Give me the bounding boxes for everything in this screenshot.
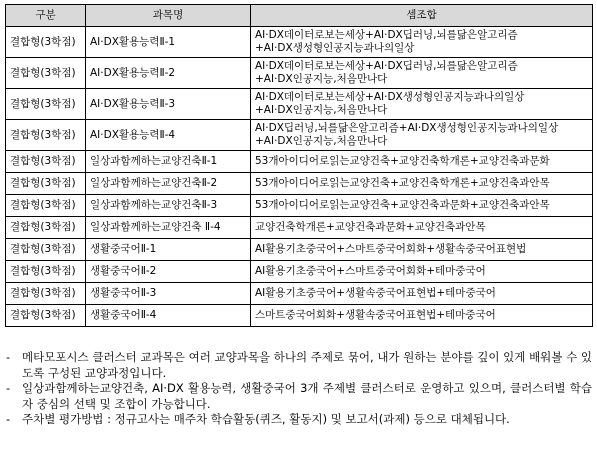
cell-type: 결합형(3학점) bbox=[6, 195, 86, 217]
cell-combo: AI·DX딥러닝,뇌를닮은알고리즘+AI·DX생성형인공지능과나의일상+AI·DX인공지능,처음만나다 bbox=[251, 120, 593, 151]
cell-combo: 53개아이디어로읽는교양건축+교양건축학개론+교양건축과문화 bbox=[251, 151, 593, 173]
cell-combo: 교양건축학개론+교양건축과문화+교양건축과안목 bbox=[251, 217, 593, 239]
table-row bbox=[6, 195, 593, 217]
table-row bbox=[6, 173, 593, 195]
cell-course: AI·DX활용능력Ⅱ-4 bbox=[86, 120, 251, 151]
note-text: 주차별 평가방법 : 정규고사는 매주차 학습활동(퀴즈, 활동지) 및 보고서(과제) 등으로 대체됩니다. bbox=[22, 412, 510, 426]
table-row bbox=[6, 305, 593, 327]
cell-type: 결합형(3학점) bbox=[6, 120, 86, 151]
cell-combo: AI활용기초중국어+스마트중국어회화+생활속중국어표현법 bbox=[251, 239, 593, 261]
cell-course: 일상과함께하는교양건축Ⅱ-3 bbox=[86, 195, 251, 217]
cell-combo: 스마트중국어회화+생활속중국어표현법+테마중국어 bbox=[251, 305, 593, 327]
table-row bbox=[6, 27, 593, 58]
cell-type: 결합형(3학점) bbox=[6, 58, 86, 89]
cell-course: 일상과함께하는교양건축Ⅱ-2 bbox=[86, 173, 251, 195]
note-item bbox=[4, 381, 592, 412]
table-header-row bbox=[6, 5, 593, 27]
cell-combo: 53개아이디어로읽는교양건축+교양건축과문화+교양건축과안목 bbox=[251, 195, 593, 217]
cell-combo: 53개아이디어로읽는교양건축+교양건축학개론+교양건축과안목 bbox=[251, 173, 593, 195]
cell-combo: AI활용기초중국어+생활속중국어표현법+테마중국어 bbox=[251, 283, 593, 305]
table-row bbox=[6, 151, 593, 173]
table-row bbox=[6, 89, 593, 120]
note-text: 일상과함께하는교양건축, AI·DX 활용능력, 생활중국어 3개 주제별 클러스터로 운영하고 있으며, 클러스터별 학습자 중심의 선택 및 조합이 가능합니다. bbox=[22, 381, 592, 411]
cell-type: 결합형(3학점) bbox=[6, 239, 86, 261]
table-row bbox=[6, 283, 593, 305]
cell-type: 결합형(3학점) bbox=[6, 261, 86, 283]
cell-combo: AI·DX데이터로보는세상+AI·DX딥러닝,뇌를닮은알고리즘+AI·DX생성형인공지능과나의일상 bbox=[251, 27, 593, 58]
cell-course: 생활중국어Ⅱ-3 bbox=[86, 283, 251, 305]
cell-combo: AI·DX데이터로보는세상+AI·DX생성형인공지능과나의일상+AI·DX인공지능,처음만나다 bbox=[251, 89, 593, 120]
cell-course: AI·DX활용능력Ⅱ-3 bbox=[86, 89, 251, 120]
notes-list bbox=[4, 350, 592, 428]
cell-combo: AI활용기초중국어+스마트중국어회화+테마중국어 bbox=[251, 261, 593, 283]
header-course: 과목명 bbox=[86, 5, 251, 27]
table-row bbox=[6, 58, 593, 89]
cell-type: 결합형(3학점) bbox=[6, 173, 86, 195]
note-dash: - bbox=[6, 350, 11, 364]
note-item bbox=[4, 350, 592, 381]
cell-course: AI·DX활용능력Ⅱ-1 bbox=[86, 27, 251, 58]
cell-course: AI·DX활용능력Ⅱ-2 bbox=[86, 58, 251, 89]
cell-course: 생활중국어Ⅱ-4 bbox=[86, 305, 251, 327]
cell-course: 생활중국어Ⅱ-2 bbox=[86, 261, 251, 283]
table-row bbox=[6, 217, 593, 239]
cell-type: 결합형(3학점) bbox=[6, 305, 86, 327]
cell-course: 일상과함께하는교양건축Ⅱ-1 bbox=[86, 151, 251, 173]
note-item bbox=[4, 412, 592, 428]
cell-course: 생활중국어Ⅱ-1 bbox=[86, 239, 251, 261]
cell-type: 결합형(3학점) bbox=[6, 217, 86, 239]
course-table bbox=[5, 4, 593, 327]
cell-type: 결합형(3학점) bbox=[6, 89, 86, 120]
table-row bbox=[6, 239, 593, 261]
cell-type: 결합형(3학점) bbox=[6, 283, 86, 305]
note-dash: - bbox=[6, 381, 11, 395]
cell-type: 결합형(3학점) bbox=[6, 27, 86, 58]
cell-combo: AI·DX데이터로보는세상+AI·DX딥러닝,뇌를닮은알고리즘+AI·DX인공지능,처음만나다 bbox=[251, 58, 593, 89]
table-row bbox=[6, 120, 593, 151]
cell-course: 일상과함께하는교양건축 Ⅱ-4 bbox=[86, 217, 251, 239]
table-row bbox=[6, 261, 593, 283]
header-type: 구분 bbox=[6, 5, 86, 27]
note-dash: - bbox=[6, 412, 11, 426]
note-text: 메타모포시스 클러스터 교과목은 여러 교양과목을 하나의 주제로 묶어, 내가 원하는 분야를 깊이 있게 배워볼 수 있도록 구성된 교양과정입니다. bbox=[22, 350, 592, 380]
cell-type: 결합형(3학점) bbox=[6, 151, 86, 173]
header-combo: 셈조합 bbox=[251, 5, 593, 27]
